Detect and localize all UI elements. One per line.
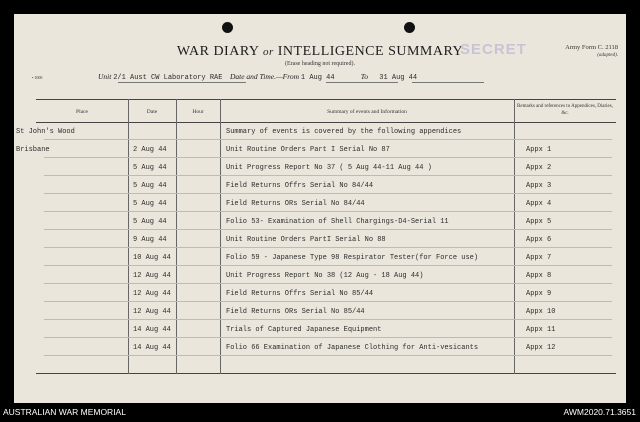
row-date: 14 Aug 44 (133, 326, 171, 334)
row-remarks: Appx 4 (526, 200, 552, 208)
diary-table (16, 99, 616, 374)
row-remarks: Appx 3 (526, 182, 552, 190)
row-remarks: Appx 9 (526, 290, 552, 298)
row-summary: Summary of events is covered by the following appendices (226, 128, 462, 136)
row-summary: Field Returns ORs Serial No 85/44 (226, 308, 365, 316)
row-rule (44, 265, 612, 266)
row-date: 5 Aug 44 (133, 182, 167, 190)
row-remarks: Appx 12 (526, 344, 556, 352)
header-date: Date (146, 109, 158, 115)
header-summary: Summary of events and Information (327, 109, 407, 115)
document-subtitle: (Erase heading not required). (285, 61, 355, 67)
table-row (16, 125, 616, 140)
row-rule (44, 211, 612, 212)
row-date: 5 Aug 44 (133, 218, 167, 226)
header-place: Place (76, 109, 88, 115)
row-summary: Folio 59 - Japanese Type 98 Respirator Tester(for Force use) (226, 254, 479, 262)
print-mark: • 1000 (32, 75, 43, 80)
row-remarks: Appx 6 (526, 236, 552, 244)
row-summary: Trials of Captured Japanese Equipment (226, 326, 382, 334)
title-or: or (262, 46, 274, 58)
date-from: 1 Aug 44 (300, 74, 335, 82)
row-date: 2 Aug 44 (133, 146, 167, 154)
row-summary: Unit Progress Report No 38 (12 Aug - 18 Aug 44) (226, 272, 424, 280)
punch-hole-left (222, 22, 233, 33)
table-row (36, 269, 616, 284)
table-row (36, 233, 616, 248)
row-rule (44, 229, 612, 230)
table-row (36, 179, 616, 194)
unit-label: Unit (98, 72, 112, 81)
footer-accession-number: AWM2020.71.3651 (563, 407, 636, 417)
date-to: 31 Aug 44 (379, 74, 418, 82)
row-date: 14 Aug 44 (133, 344, 171, 352)
secret-stamp: SECRET (460, 41, 527, 58)
footer-institution: AUSTRALIAN WAR MEMORIAL (3, 407, 126, 417)
row-summary: Unit Routine Orders PartI Serial No 88 (226, 236, 386, 244)
date-to-underline (412, 82, 484, 83)
table-top-rule (36, 99, 616, 100)
row-summary: Field Returns Offrs Serial No 85/44 (226, 290, 374, 298)
row-place: St John's Wood (16, 128, 75, 136)
unit-underline (118, 82, 246, 83)
date-label: Date and Time.—From (229, 72, 300, 81)
table-bottom-rule (36, 373, 616, 374)
row-date: 10 Aug 44 (133, 254, 171, 262)
table-row (16, 143, 616, 158)
table-row (36, 341, 616, 356)
unit-line (98, 72, 417, 82)
row-date: 5 Aug 44 (133, 164, 167, 172)
row-summary: Folio 53- Examination of Shell Chargings-D4-Serial 11 (226, 218, 449, 226)
row-rule (44, 283, 612, 284)
row-rule (44, 193, 612, 194)
row-rule (44, 319, 612, 320)
row-rule (44, 301, 612, 302)
table-row (36, 251, 616, 266)
army-form-note: (adapted). (597, 53, 618, 58)
army-form-label (546, 44, 618, 60)
row-date: 5 Aug 44 (133, 200, 167, 208)
row-remarks: Appx 10 (526, 308, 556, 316)
row-summary: Unit Routine Orders Part I Serial No 87 (226, 146, 390, 154)
row-remarks: Appx 11 (526, 326, 556, 334)
row-rule (44, 157, 612, 158)
row-date: 12 Aug 44 (133, 290, 171, 298)
row-date: 12 Aug 44 (133, 308, 171, 316)
row-summary: Folio 66 Examination of Japanese Clothing for Anti-vesicants (226, 344, 479, 352)
row-summary: Field Returns ORs Serial No 84/44 (226, 200, 365, 208)
row-rule (44, 355, 612, 356)
row-rule (44, 337, 612, 338)
row-rule (44, 139, 612, 140)
table-row (36, 287, 616, 302)
row-remarks: Appx 1 (526, 146, 552, 154)
table-row (36, 215, 616, 230)
document-sheet (14, 14, 626, 403)
date-from-underline (326, 82, 398, 83)
table-row (36, 161, 616, 176)
unit-value: 2/1 Aust CW Laboratory RAE (113, 74, 223, 82)
row-summary: Unit Progress Report No 37 ( 5 Aug 44-11 Aug 44 ) (226, 164, 432, 172)
row-remarks: Appx 7 (526, 254, 552, 262)
punch-hole-right (404, 22, 415, 33)
row-remarks: Appx 2 (526, 164, 552, 172)
table-row (36, 197, 616, 212)
row-place: Brisbane (16, 146, 50, 154)
title-war-diary: WAR DIARY (176, 44, 259, 59)
row-summary: Field Returns Offrs Serial No 84/44 (226, 182, 374, 190)
row-rule (44, 247, 612, 248)
to-label: To (360, 72, 369, 81)
title-intelligence-summary: INTELLIGENCE SUMMARY (277, 44, 464, 59)
row-date: 12 Aug 44 (133, 272, 171, 280)
table-row (36, 323, 616, 338)
row-remarks: Appx 8 (526, 272, 552, 280)
row-rule (44, 175, 612, 176)
row-date: 9 Aug 44 (133, 236, 167, 244)
row-remarks: Appx 5 (526, 218, 552, 226)
document-title (14, 44, 626, 60)
table-header-rule (36, 122, 616, 123)
header-remarks: Remarks and references to Appendices, Diaries, &c. (517, 104, 613, 116)
table-row (36, 305, 616, 320)
header-hour: Hour (192, 109, 204, 115)
army-form-number: Army Form C. 2118 (565, 44, 618, 51)
